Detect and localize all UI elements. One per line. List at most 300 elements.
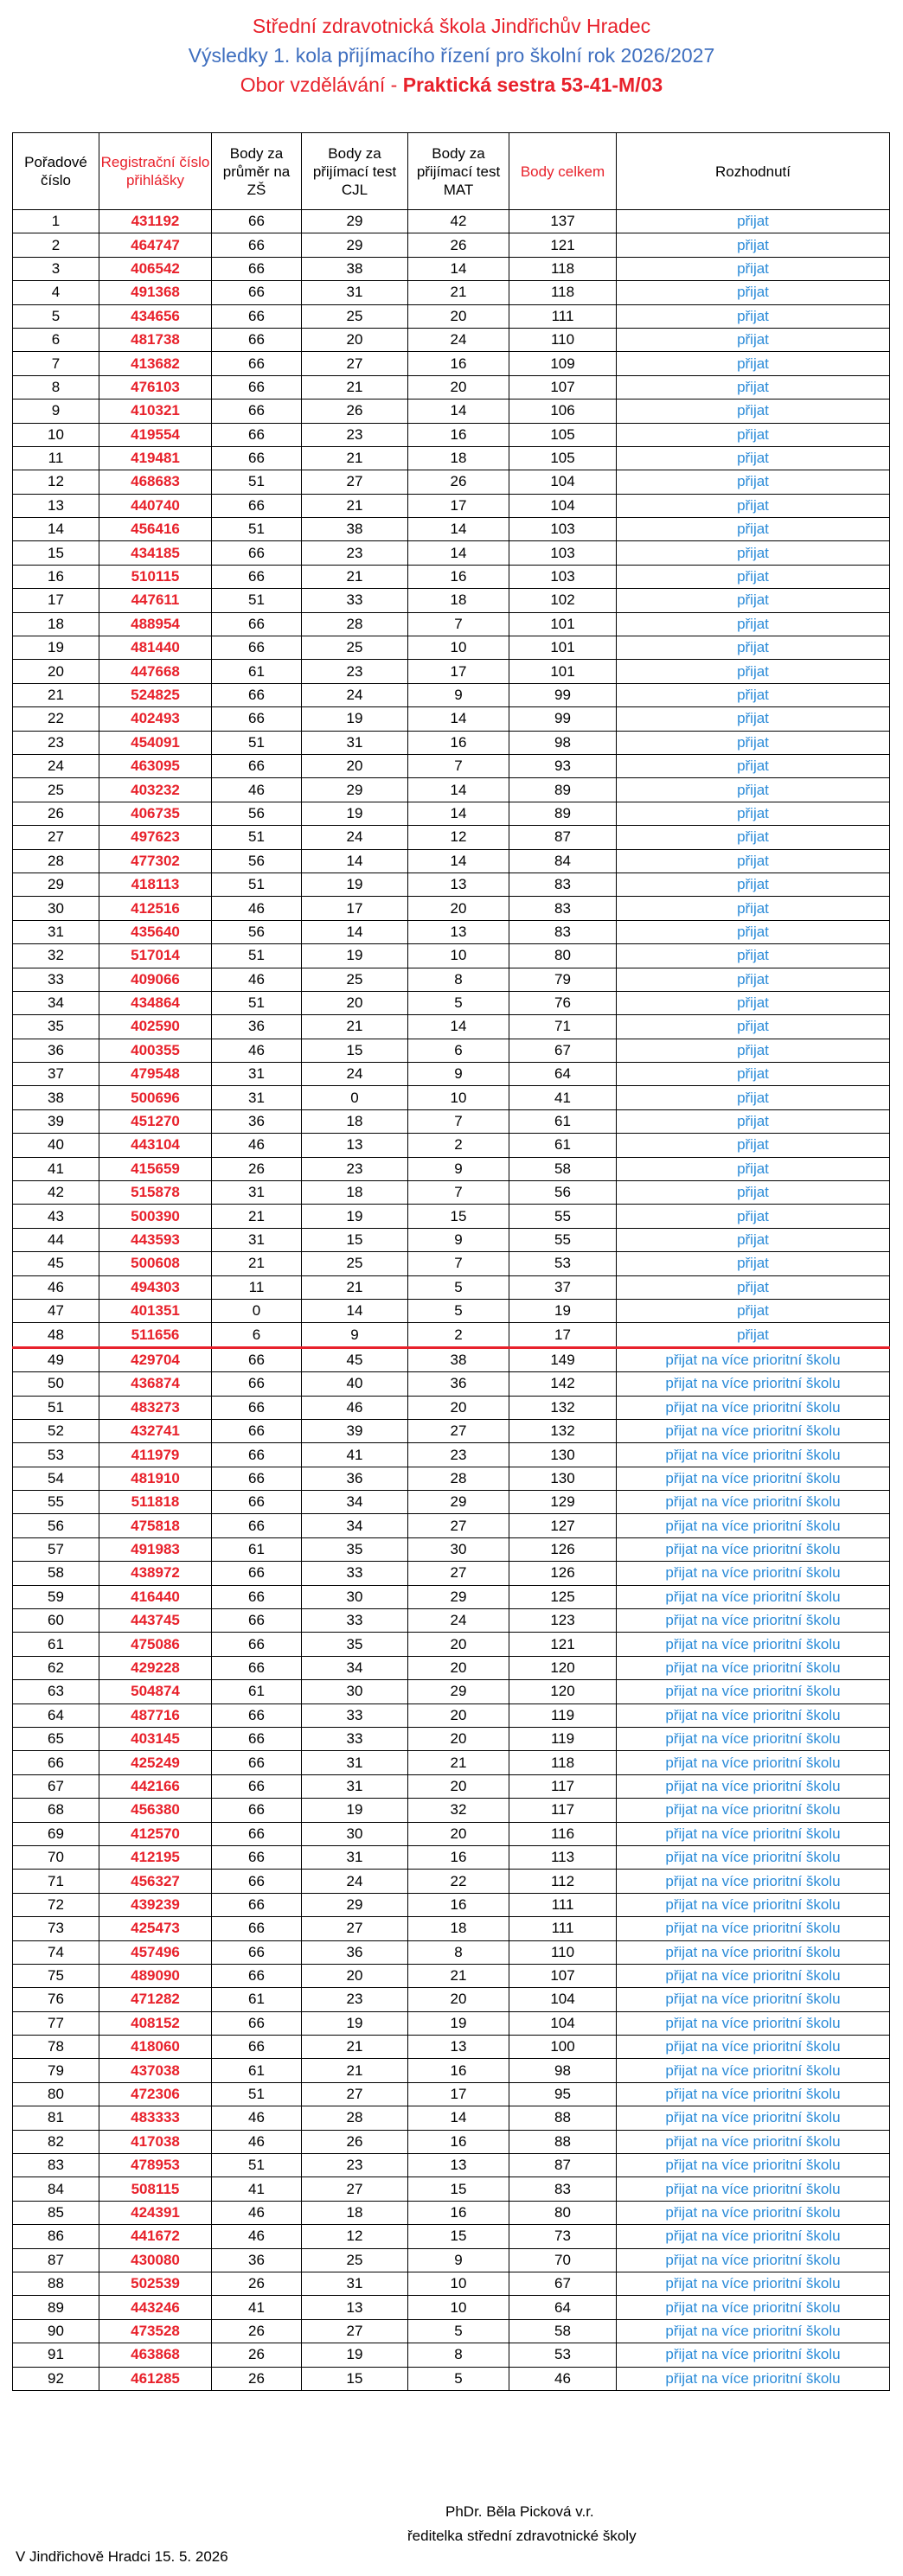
cell-avg: 66 <box>212 494 302 517</box>
table-row <box>13 1134 890 1157</box>
cell-decision: přijat na více prioritní školu <box>617 1656 890 1679</box>
cell-registration: 443745 <box>99 1609 212 1633</box>
cell-cjl: 24 <box>302 683 408 706</box>
cell-mat: 21 <box>408 1964 509 1987</box>
cell-total: 83 <box>509 873 617 896</box>
table-row <box>13 2225 890 2248</box>
cell-avg: 51 <box>212 731 302 754</box>
cell-total: 76 <box>509 991 617 1014</box>
cell-decision: přijat <box>617 778 890 802</box>
cell-avg: 0 <box>212 1299 302 1322</box>
cell-decision: přijat <box>617 352 890 375</box>
cell-avg: 66 <box>212 754 302 777</box>
signatory-position: ředitelka střední zdravotnické školy <box>407 2528 637 2544</box>
table-row <box>13 1585 890 1608</box>
cell-mat: 13 <box>408 2154 509 2177</box>
cell-cjl: 23 <box>302 541 408 565</box>
table-row <box>13 826 890 849</box>
cell-cjl: 17 <box>302 897 408 920</box>
cell-avg: 56 <box>212 802 302 825</box>
cell-mat: 20 <box>408 375 509 399</box>
cell-avg: 26 <box>212 2319 302 2343</box>
cell-order: 15 <box>13 541 99 565</box>
cell-mat: 6 <box>408 1039 509 1062</box>
table-row <box>13 1109 890 1133</box>
cell-mat: 12 <box>408 826 509 849</box>
cell-total: 111 <box>509 1917 617 1940</box>
cell-avg: 31 <box>212 1181 302 1205</box>
cell-avg: 66 <box>212 446 302 470</box>
cell-cjl: 35 <box>302 1633 408 1656</box>
cell-avg: 56 <box>212 849 302 873</box>
cell-decision: přijat <box>617 1157 890 1180</box>
cell-registration: 432741 <box>99 1419 212 1442</box>
cell-registration: 410321 <box>99 400 212 423</box>
cell-total: 118 <box>509 1751 617 1774</box>
cell-avg: 66 <box>212 1396 302 1419</box>
cell-decision: přijat <box>617 683 890 706</box>
table-row <box>13 1751 890 1774</box>
cell-mat: 24 <box>408 1609 509 1633</box>
cell-cjl: 13 <box>302 1134 408 1157</box>
table-row <box>13 2201 890 2224</box>
table-row <box>13 1299 890 1322</box>
cell-order: 38 <box>13 1086 99 1109</box>
cell-cjl: 27 <box>302 470 408 494</box>
table-row <box>13 1063 890 1086</box>
cell-registration: 508115 <box>99 2177 212 2201</box>
cell-cjl: 45 <box>302 1347 408 1371</box>
cell-total: 109 <box>509 352 617 375</box>
cell-total: 149 <box>509 1347 617 1371</box>
cell-decision: přijat <box>617 518 890 541</box>
cell-registration: 500696 <box>99 1086 212 1109</box>
cell-order: 44 <box>13 1228 99 1251</box>
cell-decision: přijat na více prioritní školu <box>617 1964 890 1987</box>
cell-cjl: 41 <box>302 1443 408 1467</box>
cell-cjl: 13 <box>302 2296 408 2319</box>
cell-cjl: 29 <box>302 210 408 233</box>
cell-total: 99 <box>509 683 617 706</box>
cell-order: 42 <box>13 1181 99 1205</box>
cell-order: 19 <box>13 636 99 660</box>
cell-cjl: 21 <box>302 1275 408 1299</box>
cell-total: 120 <box>509 1656 617 1679</box>
table-row <box>13 1419 890 1442</box>
table-row <box>13 802 890 825</box>
cell-total: 83 <box>509 897 617 920</box>
cell-cjl: 19 <box>302 1799 408 1822</box>
cell-avg: 66 <box>212 257 302 280</box>
cell-total: 104 <box>509 1988 617 2011</box>
cell-mat: 17 <box>408 660 509 683</box>
cell-registration: 402493 <box>99 707 212 731</box>
table-row <box>13 1870 890 1893</box>
cell-mat: 14 <box>408 2106 509 2130</box>
cell-cjl: 23 <box>302 423 408 446</box>
cell-avg: 66 <box>212 1585 302 1608</box>
cell-order: 11 <box>13 446 99 470</box>
cell-total: 104 <box>509 470 617 494</box>
cell-avg: 46 <box>212 2130 302 2153</box>
cell-registration: 443104 <box>99 1134 212 1157</box>
cell-registration: 500608 <box>99 1252 212 1275</box>
table-row <box>13 1443 890 1467</box>
cell-avg: 66 <box>212 400 302 423</box>
cell-decision: přijat <box>617 589 890 612</box>
cell-cjl: 19 <box>302 944 408 968</box>
cell-cjl: 18 <box>302 1181 408 1205</box>
cell-avg: 66 <box>212 1728 302 1751</box>
cell-registration: 430080 <box>99 2248 212 2272</box>
table-row <box>13 1845 890 1869</box>
cell-order: 64 <box>13 1703 99 1727</box>
cell-registration: 510115 <box>99 565 212 588</box>
cell-decision: přijat na více prioritní školu <box>617 2296 890 2319</box>
cell-avg: 61 <box>212 1680 302 1703</box>
cell-registration: 408152 <box>99 2011 212 2035</box>
cell-total: 104 <box>509 2011 617 2035</box>
table-row <box>13 2059 890 2082</box>
cell-registration: 494303 <box>99 1275 212 1299</box>
cell-mat: 14 <box>408 849 509 873</box>
table-row <box>13 257 890 280</box>
cell-mat: 7 <box>408 612 509 636</box>
table-row <box>13 1157 890 1180</box>
table-row <box>13 2130 890 2153</box>
cell-registration: 416440 <box>99 1585 212 1608</box>
cell-avg: 51 <box>212 2154 302 2177</box>
table-header-row <box>13 133 890 210</box>
cell-registration: 476103 <box>99 375 212 399</box>
cell-mat: 29 <box>408 1491 509 1514</box>
table-row <box>13 2248 890 2272</box>
table-row <box>13 1015 890 1039</box>
cell-order: 67 <box>13 1774 99 1798</box>
cell-decision: přijat na více prioritní školu <box>617 1940 890 1964</box>
cell-total: 83 <box>509 920 617 943</box>
cell-avg: 51 <box>212 991 302 1014</box>
cell-mat: 13 <box>408 873 509 896</box>
cell-decision: přijat na více prioritní školu <box>617 1633 890 1656</box>
cell-cjl: 9 <box>302 1323 408 1347</box>
cell-cjl: 46 <box>302 1396 408 1419</box>
table-row <box>13 660 890 683</box>
cell-avg: 66 <box>212 352 302 375</box>
cell-avg: 66 <box>212 1799 302 1822</box>
col-order: Pořadové číslo <box>13 133 99 210</box>
cell-total: 110 <box>509 328 617 351</box>
cell-total: 121 <box>509 233 617 257</box>
cell-mat: 10 <box>408 2272 509 2295</box>
cell-registration: 468683 <box>99 470 212 494</box>
cell-avg: 66 <box>212 636 302 660</box>
cell-total: 107 <box>509 375 617 399</box>
cell-registration: 402590 <box>99 1015 212 1039</box>
table-row <box>13 2154 890 2177</box>
cell-cjl: 38 <box>302 257 408 280</box>
cell-decision: přijat <box>617 636 890 660</box>
cell-avg: 31 <box>212 1228 302 1251</box>
table-row <box>13 968 890 991</box>
cell-total: 95 <box>509 2082 617 2106</box>
cell-order: 66 <box>13 1751 99 1774</box>
cell-mat: 16 <box>408 2130 509 2153</box>
cell-registration: 435640 <box>99 920 212 943</box>
cell-mat: 18 <box>408 589 509 612</box>
table-row <box>13 2036 890 2059</box>
cell-cjl: 33 <box>302 1703 408 1727</box>
cell-avg: 66 <box>212 423 302 446</box>
field-name: Praktická sestra 53-41-M/03 <box>402 74 663 96</box>
cell-mat: 20 <box>408 1396 509 1419</box>
cell-order: 76 <box>13 1988 99 2011</box>
cell-decision: přijat <box>617 541 890 565</box>
table-row <box>13 352 890 375</box>
cell-cjl: 30 <box>302 1680 408 1703</box>
cell-cjl: 28 <box>302 2106 408 2130</box>
cell-mat: 21 <box>408 281 509 304</box>
cell-mat: 20 <box>408 304 509 328</box>
cell-order: 47 <box>13 1299 99 1322</box>
cell-decision: přijat na více prioritní školu <box>617 2082 890 2106</box>
cell-cjl: 19 <box>302 1205 408 1228</box>
cell-mat: 30 <box>408 1537 509 1561</box>
cell-cjl: 29 <box>302 778 408 802</box>
cell-mat: 10 <box>408 2296 509 2319</box>
cell-cjl: 30 <box>302 1822 408 1845</box>
cell-avg: 46 <box>212 2106 302 2130</box>
table-row <box>13 731 890 754</box>
cell-decision: přijat na více prioritní školu <box>617 2106 890 2130</box>
table-row <box>13 707 890 731</box>
cell-mat: 16 <box>408 565 509 588</box>
cell-cjl: 36 <box>302 1940 408 1964</box>
cell-cjl: 24 <box>302 1063 408 1086</box>
cell-avg: 66 <box>212 707 302 731</box>
cell-mat: 9 <box>408 1228 509 1251</box>
table-row <box>13 328 890 351</box>
cell-mat: 22 <box>408 1870 509 1893</box>
cell-decision: přijat <box>617 400 890 423</box>
cell-mat: 17 <box>408 494 509 517</box>
cell-decision: přijat na více prioritní školu <box>617 1988 890 2011</box>
cell-registration: 447611 <box>99 589 212 612</box>
cell-registration: 461285 <box>99 2367 212 2390</box>
table-row <box>13 1917 890 1940</box>
cell-avg: 61 <box>212 1988 302 2011</box>
cell-total: 129 <box>509 1491 617 1514</box>
cell-total: 53 <box>509 1252 617 1275</box>
cell-order: 30 <box>13 897 99 920</box>
cell-registration: 403232 <box>99 778 212 802</box>
cell-avg: 11 <box>212 1275 302 1299</box>
cell-total: 101 <box>509 612 617 636</box>
cell-mat: 10 <box>408 636 509 660</box>
cell-avg: 66 <box>212 233 302 257</box>
cell-avg: 66 <box>212 1347 302 1371</box>
cell-order: 9 <box>13 400 99 423</box>
cell-order: 69 <box>13 1822 99 1845</box>
cell-decision: přijat <box>617 1109 890 1133</box>
cell-total: 79 <box>509 968 617 991</box>
cell-decision: přijat <box>617 304 890 328</box>
cell-avg: 66 <box>212 1372 302 1396</box>
cell-cjl: 33 <box>302 589 408 612</box>
cell-decision: přijat na více prioritní školu <box>617 1609 890 1633</box>
cell-registration: 439239 <box>99 1893 212 1916</box>
cell-order: 55 <box>13 1491 99 1514</box>
table-row <box>13 1086 890 1109</box>
cell-decision: přijat na více prioritní školu <box>617 1562 890 1585</box>
cell-mat: 7 <box>408 1181 509 1205</box>
cell-order: 70 <box>13 1845 99 1869</box>
cell-total: 53 <box>509 2343 617 2367</box>
cell-total: 84 <box>509 849 617 873</box>
cell-decision: přijat na více prioritní školu <box>617 1537 890 1561</box>
cell-avg: 66 <box>212 328 302 351</box>
cell-registration: 456380 <box>99 1799 212 1822</box>
cell-cjl: 26 <box>302 2130 408 2153</box>
cell-decision: přijat <box>617 802 890 825</box>
cell-registration: 443593 <box>99 1228 212 1251</box>
cell-avg: 51 <box>212 873 302 896</box>
cell-registration: 406735 <box>99 802 212 825</box>
cell-total: 111 <box>509 304 617 328</box>
cell-mat: 20 <box>408 1703 509 1727</box>
cell-order: 37 <box>13 1063 99 1086</box>
cell-avg: 66 <box>212 1656 302 1679</box>
cell-cjl: 31 <box>302 731 408 754</box>
cell-cjl: 14 <box>302 1299 408 1322</box>
cell-mat: 7 <box>408 1252 509 1275</box>
table-row <box>13 849 890 873</box>
cell-cjl: 31 <box>302 1774 408 1798</box>
cell-total: 61 <box>509 1134 617 1157</box>
cell-cjl: 20 <box>302 754 408 777</box>
cell-avg: 66 <box>212 1609 302 1633</box>
cell-order: 72 <box>13 1893 99 1916</box>
cell-cjl: 33 <box>302 1728 408 1751</box>
cell-total: 89 <box>509 802 617 825</box>
table-row <box>13 1680 890 1703</box>
cell-order: 86 <box>13 2225 99 2248</box>
table-row <box>13 1205 890 1228</box>
table-row <box>13 1964 890 1987</box>
cell-registration: 434656 <box>99 304 212 328</box>
cell-registration: 447668 <box>99 660 212 683</box>
cell-cjl: 27 <box>302 1917 408 1940</box>
cell-cjl: 34 <box>302 1514 408 1537</box>
cell-cjl: 28 <box>302 612 408 636</box>
cell-order: 5 <box>13 304 99 328</box>
cell-registration: 403145 <box>99 1728 212 1751</box>
cell-order: 87 <box>13 2248 99 2272</box>
cell-decision: přijat <box>617 281 890 304</box>
cell-mat: 20 <box>408 1656 509 1679</box>
cell-mat: 7 <box>408 754 509 777</box>
cell-registration: 457496 <box>99 1940 212 1964</box>
table-row <box>13 612 890 636</box>
table-row <box>13 281 890 304</box>
cell-avg: 46 <box>212 2201 302 2224</box>
cell-decision: přijat na více prioritní školu <box>617 2367 890 2390</box>
table-row <box>13 1633 890 1656</box>
cell-total: 121 <box>509 1633 617 1656</box>
cell-avg: 66 <box>212 1774 302 1798</box>
cell-mat: 19 <box>408 2011 509 2035</box>
cell-registration: 481738 <box>99 328 212 351</box>
cell-cjl: 21 <box>302 375 408 399</box>
cell-cjl: 20 <box>302 1964 408 1987</box>
cell-registration: 464747 <box>99 233 212 257</box>
cell-avg: 41 <box>212 2177 302 2201</box>
cell-decision: přijat <box>617 1063 890 1086</box>
cell-mat: 42 <box>408 210 509 233</box>
cell-avg: 66 <box>212 1917 302 1940</box>
cell-decision: přijat <box>617 660 890 683</box>
cell-cjl: 21 <box>302 494 408 517</box>
cell-total: 67 <box>509 2272 617 2295</box>
cell-decision: přijat <box>617 826 890 849</box>
cell-avg: 21 <box>212 1252 302 1275</box>
cell-order: 22 <box>13 707 99 731</box>
table-row <box>13 541 890 565</box>
cell-cjl: 33 <box>302 1609 408 1633</box>
cell-registration: 417038 <box>99 2130 212 2153</box>
cell-registration: 409066 <box>99 968 212 991</box>
cell-registration: 411979 <box>99 1443 212 1467</box>
cell-total: 100 <box>509 2036 617 2059</box>
cell-decision: přijat <box>617 423 890 446</box>
cell-decision: přijat na více prioritní školu <box>617 1491 890 1514</box>
cell-registration: 424391 <box>99 2201 212 2224</box>
col-decision: Rozhodnutí <box>617 133 890 210</box>
cell-avg: 66 <box>212 2011 302 2035</box>
cell-cjl: 15 <box>302 1228 408 1251</box>
cell-decision: přijat <box>617 897 890 920</box>
cell-mat: 15 <box>408 2225 509 2248</box>
cell-order: 79 <box>13 2059 99 2082</box>
cell-order: 75 <box>13 1964 99 1987</box>
cell-registration: 406542 <box>99 257 212 280</box>
cell-order: 53 <box>13 1443 99 1467</box>
results-title: Výsledky 1. kola přijímacího řízení pro školní rok 2026/2027 <box>188 44 715 67</box>
cell-total: 117 <box>509 1799 617 1822</box>
cell-order: 65 <box>13 1728 99 1751</box>
cell-total: 126 <box>509 1562 617 1585</box>
cell-avg: 51 <box>212 589 302 612</box>
cell-avg: 31 <box>212 1063 302 1086</box>
cell-total: 56 <box>509 1181 617 1205</box>
table-row <box>13 1181 890 1205</box>
field-prefix: Obor vzdělávání - <box>240 74 403 96</box>
cell-cjl: 25 <box>302 968 408 991</box>
cell-registration: 517014 <box>99 944 212 968</box>
cell-avg: 61 <box>212 660 302 683</box>
cell-avg: 66 <box>212 1845 302 1869</box>
cell-order: 73 <box>13 1917 99 1940</box>
cell-registration: 441672 <box>99 2225 212 2248</box>
table-row <box>13 423 890 446</box>
cell-mat: 23 <box>408 1443 509 1467</box>
cell-mat: 36 <box>408 1372 509 1396</box>
cell-decision: přijat <box>617 328 890 351</box>
cell-registration: 515878 <box>99 1181 212 1205</box>
cell-cjl: 31 <box>302 2272 408 2295</box>
cell-total: 61 <box>509 1109 617 1133</box>
cell-cjl: 14 <box>302 920 408 943</box>
